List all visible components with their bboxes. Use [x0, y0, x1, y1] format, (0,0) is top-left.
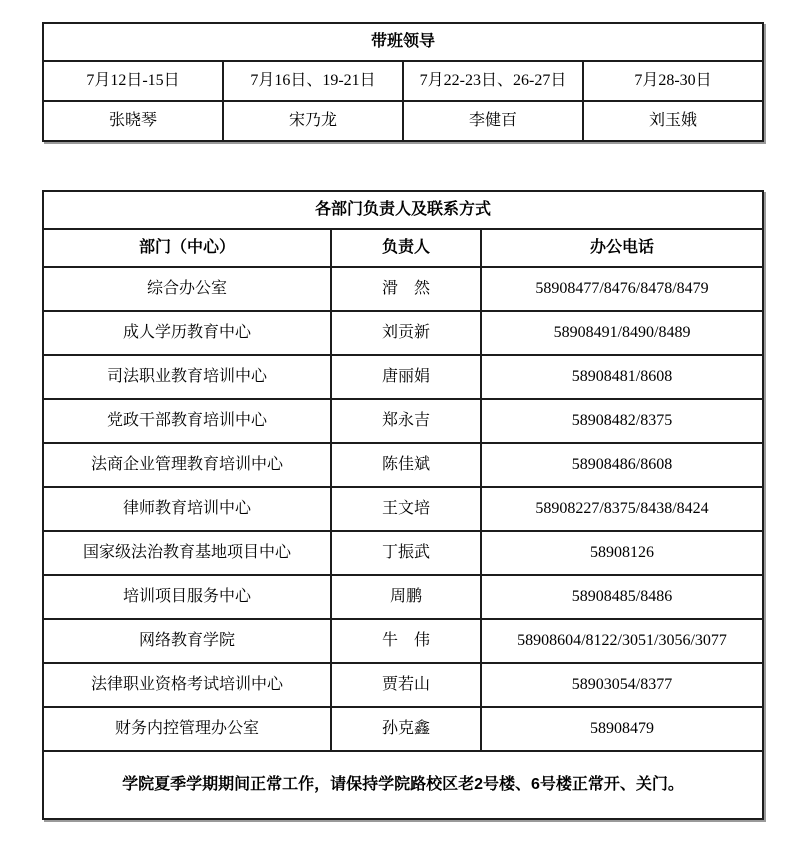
- person-cell: 陈佳斌: [331, 443, 481, 487]
- phone-cell: 58908482/8375: [481, 399, 763, 443]
- leader-name-cell: 刘玉娥: [583, 101, 763, 141]
- dept-cell: 成人学历教育中心: [43, 311, 331, 355]
- phone-cell: 58908481/8608: [481, 355, 763, 399]
- contact-row: [43, 619, 763, 663]
- person-cell: 周鹏: [331, 575, 481, 619]
- person-cell: 王文培: [331, 487, 481, 531]
- phone-cell: 58908479: [481, 707, 763, 751]
- dept-cell: 财务内控管理办公室: [43, 707, 331, 751]
- leaders-dates-row: [43, 61, 763, 101]
- contacts-title-row: [43, 191, 763, 229]
- phone-cell: 58908485/8486: [481, 575, 763, 619]
- leader-name-cell: 李健百: [403, 101, 583, 141]
- person-cell: 孙克鑫: [331, 707, 481, 751]
- date-range-cell: 7月16日、19-21日: [223, 61, 403, 101]
- dept-cell: 综合办公室: [43, 267, 331, 311]
- contact-row: [43, 311, 763, 355]
- contact-row: [43, 267, 763, 311]
- person-cell: 唐丽娟: [331, 355, 481, 399]
- date-range-cell: 7月22-23日、26-27日: [403, 61, 583, 101]
- person-cell: 郑永吉: [331, 399, 481, 443]
- contact-row: [43, 707, 763, 751]
- date-range-cell: 7月12日-15日: [43, 61, 223, 101]
- leader-name-cell: 张晓琴: [43, 101, 223, 141]
- phone-cell: 58908477/8476/8478/8479: [481, 267, 763, 311]
- contact-row: [43, 531, 763, 575]
- contact-row: [43, 575, 763, 619]
- footer-note: 学院夏季学期期间正常工作，请保持学院路校区老2号楼、6号楼正常开、关门。: [43, 751, 763, 819]
- column-header-person: 负责人: [331, 229, 481, 267]
- dept-cell: 网络教育学院: [43, 619, 331, 663]
- leaders-table-title: 带班领导: [43, 23, 763, 61]
- dept-cell: 律师教育培训中心: [43, 487, 331, 531]
- leaders-title-row: [43, 23, 763, 61]
- phone-cell: 58908604/8122/3051/3056/3077: [481, 619, 763, 663]
- phone-cell: 58908486/8608: [481, 443, 763, 487]
- column-header-phone: 办公电话: [481, 229, 763, 267]
- contact-row: [43, 443, 763, 487]
- contact-row: [43, 663, 763, 707]
- person-cell: 刘贡新: [331, 311, 481, 355]
- contacts-table-title: 各部门负责人及联系方式: [43, 191, 763, 229]
- person-cell: 滑 然: [331, 267, 481, 311]
- contact-row: [43, 355, 763, 399]
- leaders-names-row: [43, 101, 763, 141]
- column-header-dept: 部门（中心）: [43, 229, 331, 267]
- dept-cell: 司法职业教育培训中心: [43, 355, 331, 399]
- person-cell: 丁振武: [331, 531, 481, 575]
- date-range-cell: 7月28-30日: [583, 61, 763, 101]
- person-cell: 牛 伟: [331, 619, 481, 663]
- contacts-footer-row: [43, 751, 763, 819]
- person-cell: 贾若山: [331, 663, 481, 707]
- phone-cell: 58908227/8375/8438/8424: [481, 487, 763, 531]
- contact-row: [43, 487, 763, 531]
- dept-cell: 培训项目服务中心: [43, 575, 331, 619]
- contacts-header-row: [43, 229, 763, 267]
- dept-cell: 国家级法治教育基地项目中心: [43, 531, 331, 575]
- dept-cell: 法商企业管理教育培训中心: [43, 443, 331, 487]
- phone-cell: 58903054/8377: [481, 663, 763, 707]
- dept-cell: 法律职业资格考试培训中心: [43, 663, 331, 707]
- leaders-table: [42, 22, 764, 142]
- contacts-table: [42, 190, 764, 820]
- contact-row: [43, 399, 763, 443]
- leader-name-cell: 宋乃龙: [223, 101, 403, 141]
- phone-cell: 58908491/8490/8489: [481, 311, 763, 355]
- phone-cell: 58908126: [481, 531, 763, 575]
- dept-cell: 党政干部教育培训中心: [43, 399, 331, 443]
